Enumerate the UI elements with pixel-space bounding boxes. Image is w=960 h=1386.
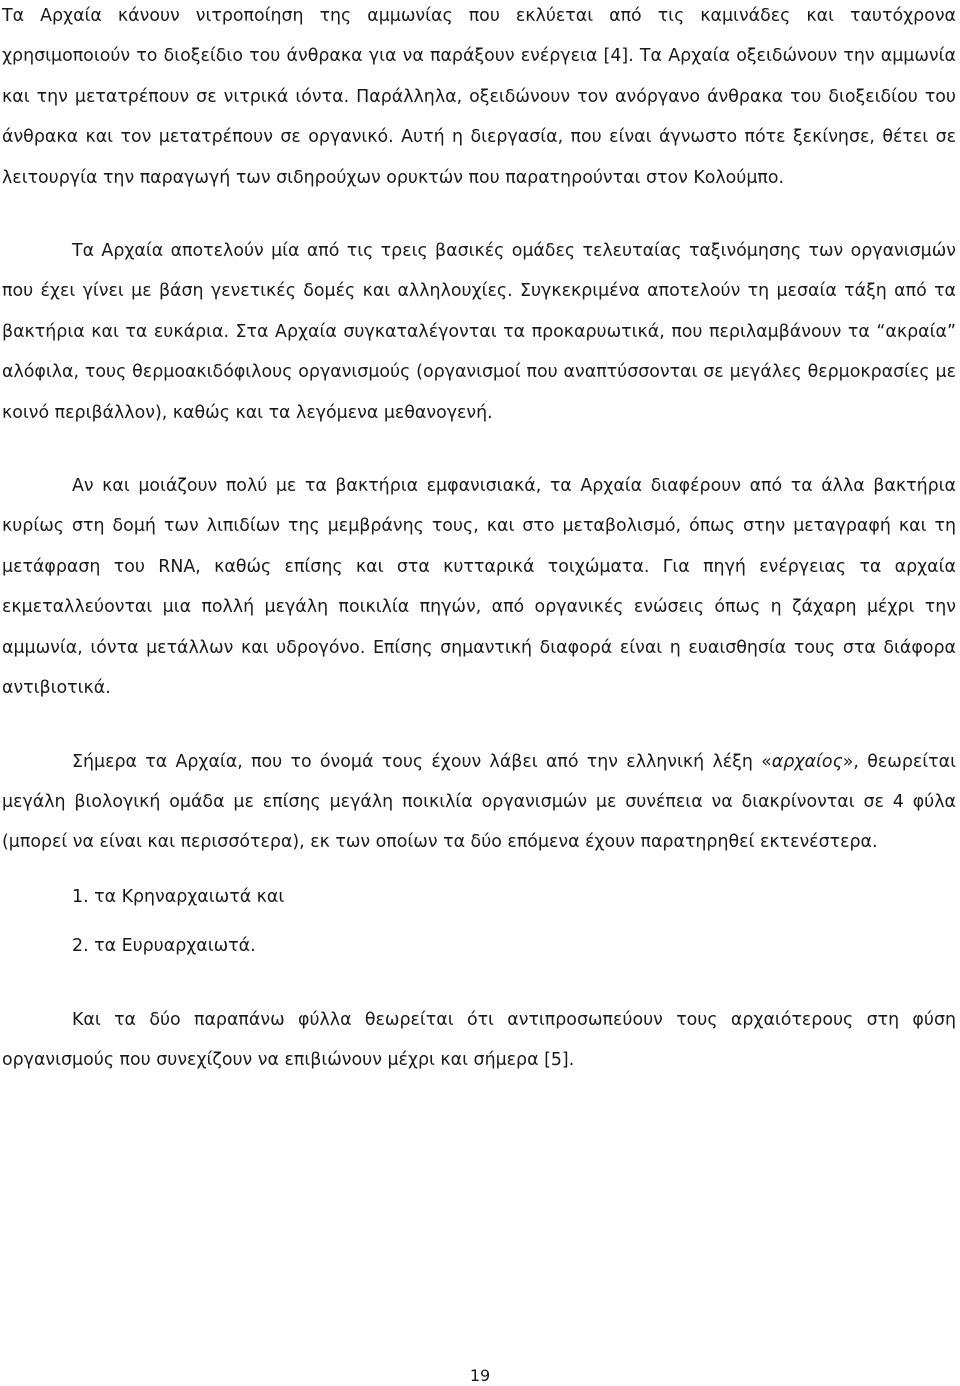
page-content (2, 0, 956, 1080)
phyla-list (2, 877, 956, 967)
page-number: 19 (469, 1366, 491, 1385)
list-item: 2. τα Ευρυαρχαιωτά. (72, 936, 256, 957)
list-item: 1. τα Κρηναρχαιωτά και (72, 886, 285, 907)
paragraph-naming-text-start: Σήμερα τα Αρχαία, που το όνομά τους έχουν λάβει από την ελληνική λέξη « (72, 751, 772, 772)
paragraph-naming-text-end: », θεωρείται μεγάλη βιολογική ομάδα με επίσης μεγάλη ποικιλία οργανισμών με συνέπεια να διακρίνονται σε 4 φύλα (μπορεί να είναι και περισσότερα), εκ των οποίων τα δύο επόμενα έχουν παρατηρηθεί εκτενέστερα. (2, 751, 956, 853)
paragraph-differences: Αν και μοιάζουν πολύ με τα βακτήρια εμφανισιακά, τα Αρχαία διαφέρουν από τα άλλα βακτήρια κυρίως στη δομή των λιπιδίων της μεμβράνης τους, και στο μεταβολισμό, όπως στην μεταγραφή και τη μετάφραση του RNA, καθώς επίσης και στα κυτταρικά τοιχώματα. Για πηγή ενέργειας τα αρχαία εκμεταλλεύονται μια πολλή μεγάλη ποικιλία πηγών, από οργανικές ενώσεις όπως η ζάχαρη μέχρι την αμμωνία, ιόντα μετάλλων και υδρογόνο. Επίσης σημαντική διαφορά είναι η ευαισθησία τους στα διάφορα αντιβιοτικά. (2, 476, 956, 699)
italic-term: αρχαίος (771, 751, 843, 772)
paragraph-classification: Τα Αρχαία αποτελούν μία από τις τρεις βασικές ομάδες τελευταίας ταξινόμησης των οργανισμών που έχει γίνει με βάση γενετικές δομές και αλληλουχίες. Συγκεκριμένα αποτελούν τη μεσαία τάξη από τα βακτήρια και τα ευκάρια. Στα Αρχαία συγκαταλέγονται τα προκαρυωτικά, που περιλαμβάνουν τα “ακραία” αλόφιλα, τους θερμοακιδόφιλους οργανισμούς (οργανισμοί που αναπτύσσονται σε μεγάλες θερμοκρασίες με κοινό περιβάλλον), καθώς και τα λεγόμενα μεθανογενή. (2, 241, 956, 423)
paragraph-conclusion: Και τα δύο παραπάνω φύλλα θεωρείται ότι αντιπροσωπεύουν τους αρχαιότερους στη φύση οργανισμούς που συνεχίζουν να επιβιώνουν μέχρι και σήμερα [5]. (2, 1009, 956, 1070)
paragraph-naming (2, 742, 956, 863)
paragraph-nitrification: Τα Αρχαία κάνουν νιτροποίηση της αμμωνίας που εκλύεται από τις καμινάδες και ταυτόχρονα χρησιμοποιούν το διοξείδιο του άνθρακα για να παράξουν ενέργεια [4]. Τα Αρχαία οξειδώνουν την αμμωνία και την μετατρέπουν σε νιτρικά ιόντα. Παράλληλα, οξειδώνουν τον ανόργανο άνθρακα του διοξειδίου του άνθρακα και τον μετατρέπουν σε οργανικό. Αυτή η διεργασία, που είναι άγνωστο πότε ξεκίνησε, θέτει σε λειτουργία την παραγωγή των σιδηρούχων ορυκτών που παρατηρούνται στον Κολούμπο. (2, 6, 956, 188)
